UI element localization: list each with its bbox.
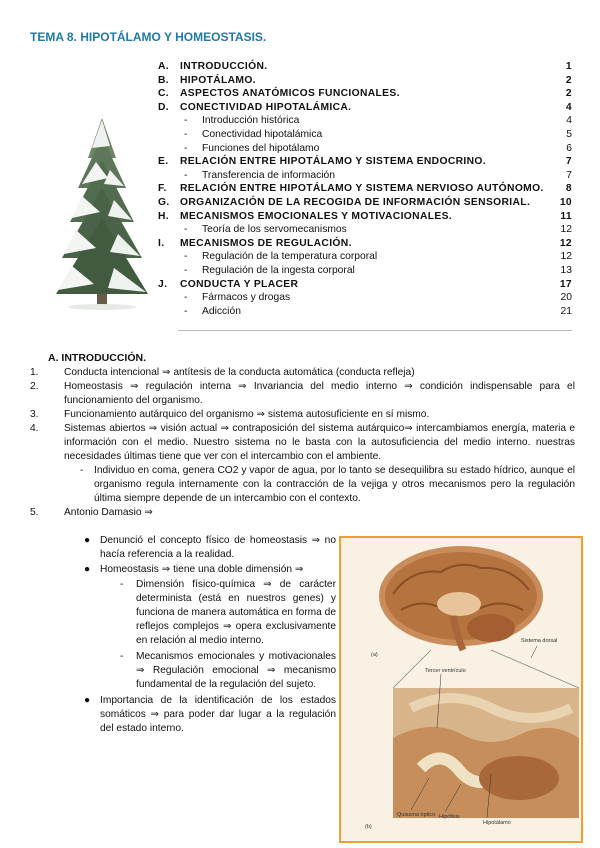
toc-page-number: 4 (566, 115, 572, 127)
toc-page-number: 11 (560, 210, 572, 222)
sub-bullet-item: - Mecanismos emocionales y motivacionales ⇒ Regulación emocional ⇒ mecanismo fundamental de la regulación del sujeto. (120, 651, 336, 690)
toc-entry (158, 60, 572, 74)
toc-entry (158, 237, 572, 251)
toc-text: Regulación de la temperatura corporal (202, 251, 378, 263)
brain-hypothalamus-figure (339, 536, 583, 843)
toc-dash: - (184, 305, 188, 317)
list-item: 2. Homeostasis ⇒ regulación interna ⇒ Invariancia del medio interno ⇒ condición indispensable para el funcionamiento del organismo. (30, 381, 575, 406)
list-item: 1. Conducta intencional ⇒ antítesis de la conducta automática (conducta refleja) (30, 367, 415, 378)
figure-label-hypothalamus: Hipotálamo (483, 820, 511, 826)
toc-text: Introducción histórica (202, 115, 300, 127)
bullet-item: ● Homeostasis ⇒ tiene una doble dimensión ⇒ (84, 564, 304, 575)
toc-page-number: 2 (565, 88, 572, 100)
toc-subentry (158, 128, 572, 142)
toc-dash: - (184, 224, 188, 236)
toc-text: CONECTIVIDAD HIPOTALÁMICA. (180, 101, 352, 113)
toc-page-number: 1 (565, 61, 572, 72)
toc-dash: - (184, 292, 188, 304)
toc-letter: C. (158, 88, 169, 100)
toc-subentry (158, 291, 572, 305)
toc-text: CONDUCTA Y PLACER (180, 278, 299, 290)
figure-label-a: (a) (371, 652, 378, 658)
toc-page-number: 7 (566, 169, 572, 181)
toc-text: RELACIÓN ENTRE HIPOTÁLAMO Y SISTEMA NERVIOSO AUTÓNOMO. (180, 183, 544, 195)
document-title: TEMA 8. HIPOTÁLAMO Y HOMEOSTASIS. (30, 30, 267, 44)
list-item: 3. Funcionamiento autárquico del organismo ⇒ sistema autosuficiente en sí mismo. (30, 409, 430, 420)
toc-dash: - (184, 115, 188, 127)
toc-page-number: 13 (560, 264, 572, 276)
toc-text: RELACIÓN ENTRE HIPOTÁLAMO Y SISTEMA ENDOCRINO. (180, 156, 486, 168)
figure-label-ventricle: Tercer ventrículo (425, 668, 466, 674)
toc-subentry (158, 305, 572, 319)
toc-text: Adicción (202, 305, 241, 317)
toc-letter: E. (158, 156, 169, 168)
toc-text: Funciones del hipotálamo (202, 142, 320, 154)
sub-bullet-item: - Dimensión físico-química ⇒ de carácter determinista (está en nuestros genes) y funciona de manera automática en forma de reflejos complejos ⇒ opera exclusivamente en relación al medio interno. (120, 579, 336, 646)
toc-dash: - (184, 142, 188, 154)
toc-subentry (158, 114, 572, 128)
toc-entry (158, 74, 572, 88)
toc-page-number: 20 (560, 292, 572, 304)
toc-subentry (158, 250, 572, 264)
list-sub-item: - Individuo en coma, genera CO2 y vapor de agua, por lo tanto se desequilibra su estado hídrico, aunque el organismo regula internamente con la contracción de la vejiga y otros mecanismos pero la regulación última siempre depende de un intercambio con el contexto. (80, 465, 575, 504)
toc-page-number: 8 (565, 183, 572, 195)
bullet-item: ● Denunció el concepto físico de homeostasis ⇒ no hacía referencia a la realidad. (84, 535, 336, 560)
toc-page-number: 4 (565, 101, 572, 113)
toc-letter: B. (158, 74, 169, 86)
toc-dash: - (184, 128, 188, 140)
toc-entry (158, 196, 572, 210)
toc-letter: H. (158, 210, 169, 222)
figure-label-pituitary: Hipófisis (439, 814, 460, 820)
toc-letter: D. (158, 101, 169, 113)
toc-text: Fármacos y drogas (202, 292, 291, 304)
toc-page-number: 5 (566, 128, 572, 140)
toc-letter: G. (158, 196, 170, 208)
toc-subentry (158, 142, 572, 156)
figure-label-chiasm: Quiasma óptico (397, 812, 436, 818)
bullet-item: ● Importancia de la identificación de los estados somáticos ⇒ para poder dar lugar a la regulación del estado interno. (84, 695, 336, 734)
toc-page-number: 10 (559, 196, 572, 208)
list-item: 5. Antonio Damasio ⇒ (30, 507, 153, 518)
toc-subentry (158, 169, 572, 183)
toc-text: Transferencia de información (202, 169, 335, 181)
toc-page-number: 6 (566, 142, 572, 154)
toc-page-number: 7 (565, 156, 572, 168)
toc-entry (158, 210, 572, 224)
toc-page-number: 12 (560, 251, 572, 263)
damasio-bullets (84, 534, 336, 737)
toc-dash: - (184, 251, 188, 263)
toc-dash: - (184, 264, 188, 276)
toc-letter: F. (158, 183, 167, 195)
toc-letter: I. (158, 237, 165, 249)
toc-text: Conectividad hipotalámica (202, 128, 323, 140)
figure-label-system: Sistema dorsal (521, 638, 558, 644)
toc-letter: A. (158, 61, 169, 72)
brain-illustration (341, 538, 581, 841)
figure-label-b: (b) (365, 824, 372, 830)
snowy-tree-illustration (52, 118, 152, 310)
section-heading: A. INTRODUCCIÓN. (48, 352, 146, 364)
toc-entry (158, 87, 572, 101)
table-of-contents (158, 60, 572, 318)
toc-page-number: 2 (565, 74, 572, 86)
toc-text: MECANISMOS EMOCIONALES Y MOTIVACIONALES. (180, 210, 453, 222)
toc-divider (178, 330, 572, 331)
toc-subentry (158, 264, 572, 278)
toc-entry (158, 101, 572, 115)
toc-page-number: 12 (560, 224, 572, 236)
toc-entry (158, 155, 572, 169)
toc-page-number: 21 (560, 305, 572, 317)
toc-text: ASPECTOS ANATÓMICOS FUNCIONALES. (180, 88, 400, 100)
toc-page-number: 12 (559, 237, 572, 249)
toc-text: Teoría de los servomecanismos (202, 224, 347, 236)
list-item: 4. Sistemas abiertos ⇒ visión actual ⇒ contraposición del sistema autárquico⇒ intercambiamos energía, materia e información con el medio. Nuestro sistema no le basta con la autosuficiencia del medio interno. nuestras necesidades últimas tiene que ver con el intercambio con el ambiente. (30, 423, 575, 462)
toc-page-number: 17 (559, 278, 572, 290)
toc-subentry (158, 223, 572, 237)
toc-text: MECANISMOS DE REGULACIÓN. (180, 237, 352, 249)
toc-letter: J. (158, 278, 168, 290)
toc-text: HIPOTÁLAMO. (180, 74, 256, 86)
toc-dash: - (184, 169, 188, 181)
toc-entry (158, 278, 572, 292)
toc-entry (158, 182, 572, 196)
toc-text: ORGANIZACIÓN DE LA RECOGIDA DE INFORMACIÓN SENSORIAL. (180, 196, 531, 208)
toc-text: Regulación de la ingesta corporal (202, 264, 355, 276)
toc-text: INTRODUCCIÓN. (180, 61, 268, 72)
intro-list (30, 366, 575, 520)
